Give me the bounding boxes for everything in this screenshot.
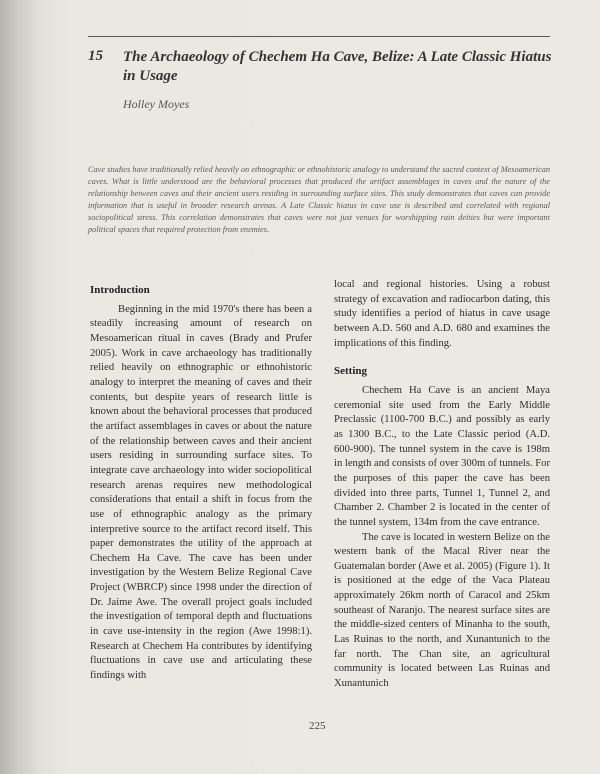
header-rule: [88, 36, 550, 37]
chapter-title: The Archaeology of Chechem Ha Cave, Belize: A Late Classic Hiatus in Usage: [123, 49, 552, 84]
chapter-number: 15: [88, 48, 103, 64]
abstract: Cave studies have traditionally relied heavily on ethnographic or ethnohistoric analogy to understand the sacred context of Mesoamerican caves. What is little understood are the behavioral processes that produced the artifact assemblages in caves and the nature of the relationship between caves and their ancient users residing in surrounding surface sites. This study demonstrates that caves can provide information that is useful in broader research arenas. A Late Classic hiatus in cave use is described and correlated with regional sociopolitical stress. This correlation demonstrates that caves were not just venues for worshipping rain deities but were important political spaces that required protection from enemies.: [88, 165, 550, 234]
introduction-paragraph: Beginning in the mid 1970's there has been a steadily increasing amount of research on Mesoamerican ritual in caves (Brady and Prufer 2005). Work in cave archaeology has traditionally relied heavily on ethnographic or ethnohistoric analogy to interpret the meaning of caves and their contents, but despite years of research little is known about the behavioral processes that produced the artifact assemblages in caves or about the nature of the relationship between caves and their ancient users residing in surrounding surface sites. To integrate cave archaeology into wider sociopolitical research arenas requires new methodological considerations that entail a shift in focus from the use of ethnographic analogy as the primary interpretive source to the artifact record itself. This paper demonstrates the utility of the approach at Chechem Ha Cave. The cave has been under investigation by the Western Belize Regional Cave Project (WBRCP) since 1998 under the direction of Dr. Jaime Awe. The overall project goals included the investigation of temporal depth and fluctuations in cave use-intensity in the region (Awe 1998:1). Research at Chechem Ha contributes by identifying fluctuations in cave use and articulating these findings with: [90, 303, 312, 682]
setting-paragraph-2: The cave is located in western Belize on the western bank of the Macal River near the Guatemalan border (Awe et al. 2005) (Figure 1). It is positioned at the edge of the Vaca Plateau approximately 26km north of Caracol and 25km southeast of Naranjo. The nearest surface sites are the middle-sized centers of Minanha to the south, Las Ruinas to the north, and Xunantunich to the far north. The Chan site, an agricultural community is located between Las Ruinas and Xunantunich: [334, 531, 550, 690]
chapter-author: Holley Moyes: [123, 97, 190, 111]
page-number: 225: [309, 720, 326, 732]
setting-heading: Setting: [334, 365, 367, 378]
left-column: [90, 283, 312, 684]
setting-paragraph-1: Chechem Ha Cave is an ancient Maya ceremonial site used from the Early Middle Preclassic (1100-700 B.C.) and possibly as early as 1300 B.C., to the Late Classic period (A.D. 600-900). The tunnel system in the cave is 198m in length and consists of over 300m of tunnels. For the purposes of this paper the cave has been divided into three parts, Tunnel 1, Tunnel 2, and Chamber 2. Chamber 2 is located in the center of the tunnel system, 134m from the cave entrance.: [334, 384, 550, 528]
introduction-continuation: local and regional histories. Using a robust strategy of excavation and radiocarbon dating, this study identifies a period of hiatus in cave usage between A.D. 560 and A.D. 680 and examines the implications of this finding.: [334, 279, 550, 349]
introduction-heading: Introduction: [90, 284, 150, 296]
right-column: [334, 278, 550, 692]
